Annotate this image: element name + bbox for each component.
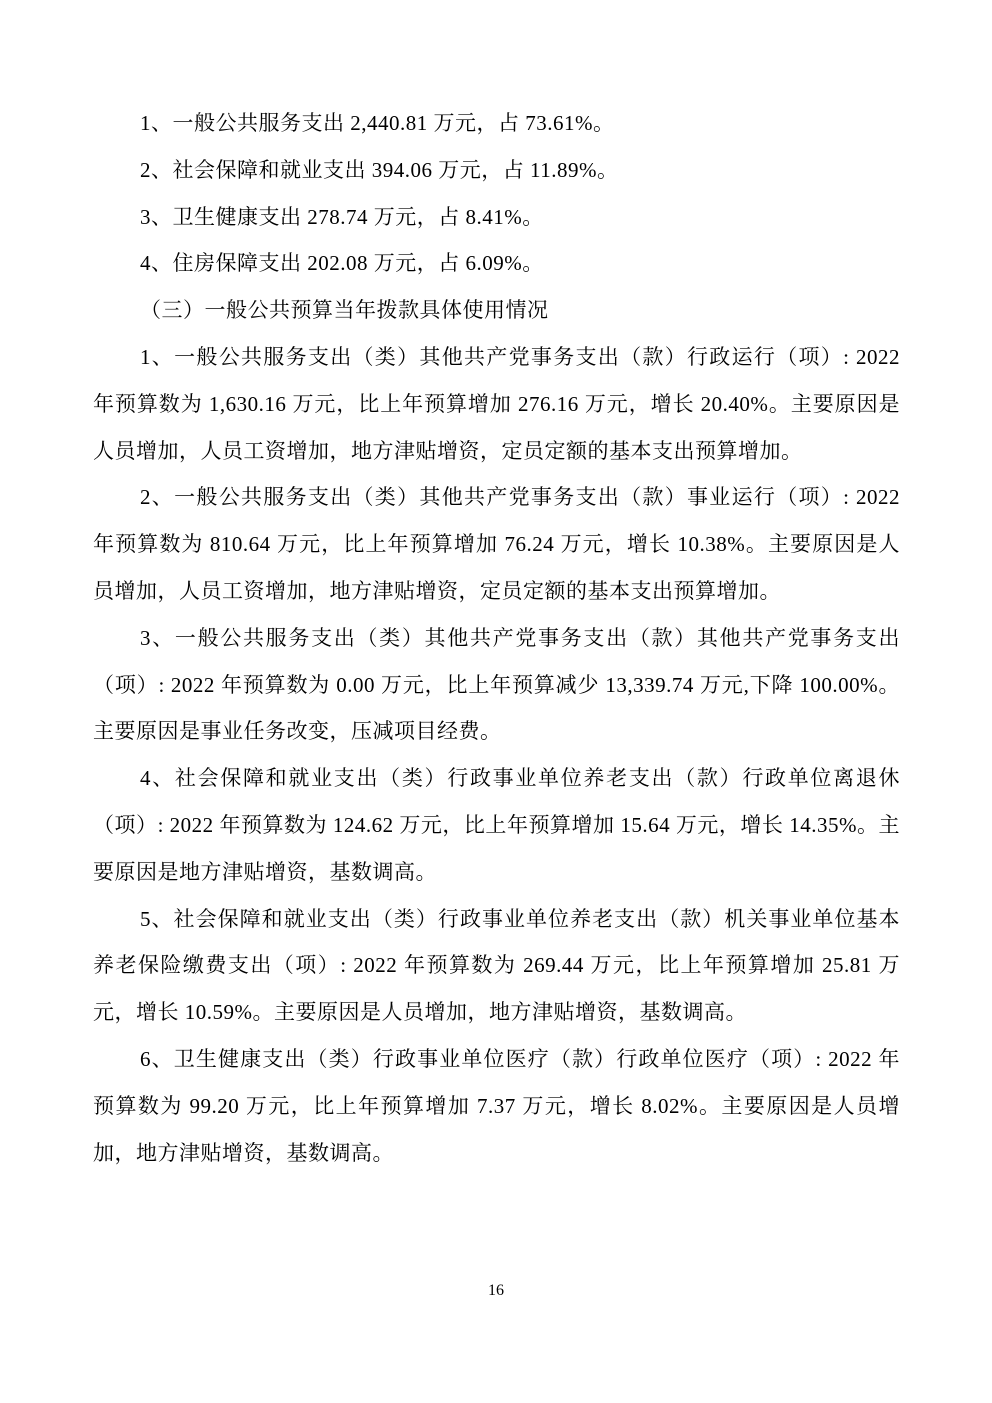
detail-paragraph-5: 5、社会保障和就业支出（类）行政事业单位养老支出（款）机关事业单位基本养老保险缴费支出（项）: 2022 年预算数为 269.44 万元，比上年预算增加 25.81 万元，增长 10.59%。主要原因是人员增加，地方津贴增资，基数调高。	[93, 906, 900, 1025]
detail-paragraph-6: 6、卫生健康支出（类）行政事业单位医疗（款）行政单位医疗（项）: 2022 年预算数为 99.20 万元，比上年预算增加 7.37 万元，增长 8.02%。主要原因是人员增加，地方津贴增资，基数调高。	[93, 1046, 900, 1165]
expenditure-summary-item-4: 4、住房保障支出 202.08 万元，占 6.09%。	[140, 251, 544, 276]
detail-paragraph-3: 3、一般公共服务支出（类）其他共产党事务支出（款）其他共产党事务支出（项）: 2022 年预算数为 0.00 万元，比上年预算减少 13,339.74 万元,下降 100.00%。主要原因是事业任务改变，压减项目经费。	[93, 625, 900, 744]
page-number-label: 16	[488, 1282, 504, 1299]
detail-paragraph-4: 4、社会保障和就业支出（类）行政事业单位养老支出（款）行政单位离退休（项）: 2022 年预算数为 124.62 万元，比上年预算增加 15.64 万元，增长 14.35%。主要原因是地方津贴增资，基数调高。	[93, 766, 900, 884]
section-heading: （三）一般公共预算当年拨款具体使用情况	[140, 298, 549, 323]
expenditure-summary-item-1: 1、一般公共服务支出 2,440.81 万元，占 73.61%。	[140, 111, 615, 135]
detail-paragraph-1: 1、一般公共服务支出（类）其他共产党事务支出（款）行政运行（项）: 2022 年预算数为 1,630.16 万元，比上年预算增加 276.16 万元，增长 20.40%。主要原因是人员增加，人员工资增加，地方津贴增资，定员定额的基本支出预算增加。	[93, 344, 900, 463]
expenditure-summary-item-2: 2、社会保障和就业支出 394.06 万元，占 11.89%。	[140, 157, 619, 182]
expenditure-summary-item-3: 3、卫生健康支出 278.74 万元，占 8.41%。	[140, 204, 544, 229]
detail-paragraph-2: 2、一般公共服务支出（类）其他共产党事务支出（款）事业运行（项）: 2022 年预算数为 810.64 万元，比上年预算增加 76.24 万元，增长 10.38%。主要原因是人员增加，人员工资增加，地方津贴增资，定员定额的基本支出预算增加。	[93, 485, 900, 603]
